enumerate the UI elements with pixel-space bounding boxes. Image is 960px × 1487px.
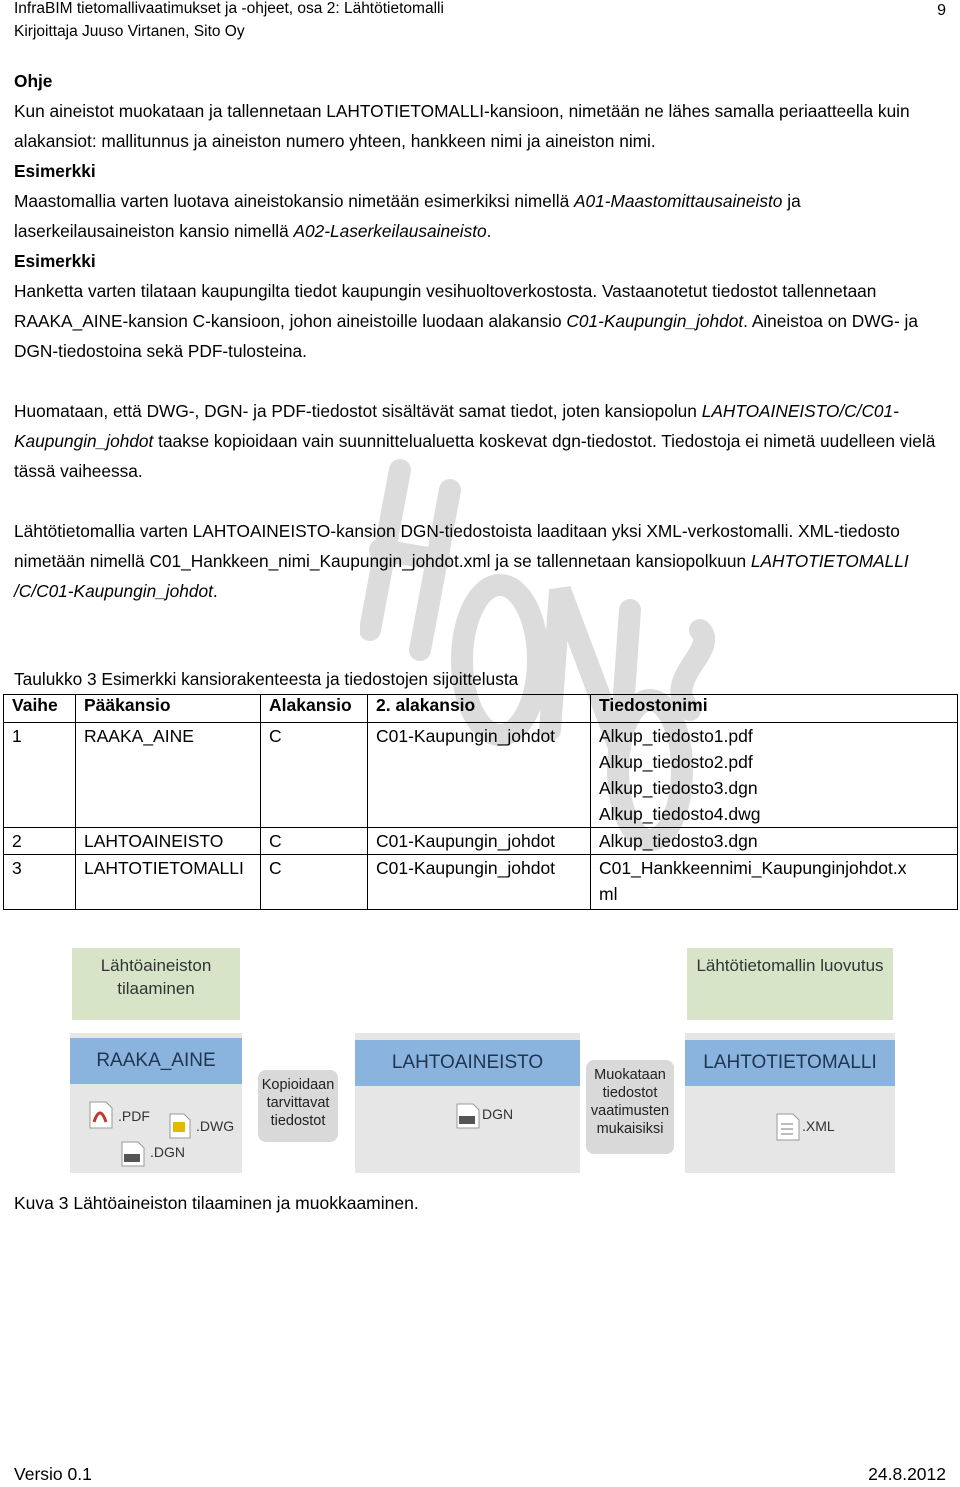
table-header-row (4, 695, 958, 723)
table-cell: LAHTOAINEISTO (76, 828, 261, 855)
para4-path: LAHTOTIETOMALLI /C/C01-Kaupungin_johdot (14, 551, 909, 601)
para3-text-a: Huomataan, että DWG-, DGN- ja PDF-tiedostot sisältävät samat tiedot, joten kansiopolun (14, 401, 702, 421)
example2-text-a: Hanketta varten tilataan kaupungilta tiedot kaupungin vesihuoltoverkostosta. Vastaanotetut tiedostot tallennetaan RAAKA_AINE-kansion C-kansioon, johon aineistoille luodaan alakansio (14, 281, 877, 331)
table-header-cell: Alakansio (261, 695, 368, 723)
xml-file-icon (775, 1112, 801, 1142)
figure-caption: Kuva 3 Lähtöaineiston tilaaminen ja muokkaaminen. (14, 1193, 419, 1213)
table-cell: 1 (4, 723, 76, 828)
example1-text-b: ja laserkeilausaineiston kansio nimellä (14, 191, 801, 241)
file-name: ml (599, 884, 618, 904)
para3-path: LAHTOAINEISTO/C/C01-Kaupungin_johdot (14, 401, 899, 451)
table-row (4, 828, 958, 855)
folder-lahtoaineisto: LAHTOAINEISTO (355, 1040, 580, 1086)
ohje-paragraph: Kun aineistot muokataan ja tallennetaan LAHTOTIETOMALLI-kansioon, nimetään ne lähes samalla periaatteella kuin alakansiot: mallitunnus ja aineiston numero yhteen, hankkeen nimi ja aineiston nimi. (14, 101, 910, 151)
example1-folder-b: A02-Laserkeilausaineisto (293, 221, 487, 241)
table-header-cell: Vaihe (4, 695, 76, 723)
folder-structure-table (3, 694, 958, 910)
note-modify: Muokataan tiedostot vaatimusten mukaisiksi (586, 1060, 674, 1154)
dgn-file-label-2: DGN (482, 1106, 514, 1122)
workflow-figure (70, 940, 895, 1180)
example1-text-a: Maastomallia varten luotava aineistokansio nimetään esimerkiksi nimellä (14, 191, 574, 211)
table-cell: C01-Kaupungin_johdot (368, 723, 591, 828)
table-cell: C (261, 828, 368, 855)
table-cell: LAHTOTIETOMALLI (76, 855, 261, 910)
table-header-cell: Pääkansio (76, 695, 261, 723)
para4-text-b: . (212, 581, 218, 601)
file-name: Alkup_tiedosto3.dgn (599, 778, 758, 798)
table-cell: Alkup_tiedosto3.dgn (591, 828, 958, 855)
example2-folder: C01-Kaupungin_johdot (566, 311, 744, 331)
header-title: InfraBIM tietomallivaatimukset ja -ohjeet, osa 2: Lähtötietomalli (14, 0, 444, 17)
para3-text-b: taakse kopioidaan vain suunnittelualuetta koskevat dgn-tiedostot. Tiedostoja ei nimetä uudelleen vielä tässä vaiheessa. (14, 431, 936, 481)
example2-paragraph (14, 276, 944, 366)
xml-file-label: .XML (802, 1118, 835, 1134)
table-cell: C01-Kaupungin_johdot (368, 855, 591, 910)
label-delivery: Lähtötietomallin luovutus (687, 948, 893, 1020)
dwg-file-label: .DWG (196, 1118, 235, 1134)
table-cell (591, 855, 958, 910)
note-copy: Kopioidaan tarvittavat tiedostot (258, 1070, 338, 1142)
example1-paragraph (14, 186, 944, 246)
example1-text-c: . (486, 221, 492, 241)
footer-date: 24.8.2012 (868, 1464, 946, 1484)
file-name: Alkup_tiedosto1.pdf (599, 726, 753, 746)
file-name: Alkup_tiedosto4.dwg (599, 804, 761, 824)
table-cell: C (261, 723, 368, 828)
table-header-cell: Tiedostonimi (591, 695, 958, 723)
table-cell: 2 (4, 828, 76, 855)
dgn-file-icon-2 (455, 1102, 481, 1130)
file-name: C01_Hankkeennimi_Kaupunginjohdot.x (599, 858, 907, 878)
pdf-file-label: .PDF (118, 1108, 150, 1124)
table-row (4, 855, 958, 910)
example1-folder-a: A01-Maastomittausaineisto (573, 191, 783, 211)
table-cell: C01-Kaupungin_johdot (368, 828, 591, 855)
example1-heading: Esimerkki (14, 161, 96, 181)
table-cell: C (261, 855, 368, 910)
pdf-file-icon (88, 1100, 114, 1130)
table-header-cell: 2. alakansio (368, 695, 591, 723)
folder-lahtotietomalli: LAHTOTIETOMALLI (685, 1040, 895, 1086)
table-cell: RAAKA_AINE (76, 723, 261, 828)
example2-heading: Esimerkki (14, 251, 96, 271)
header-author: Kirjoittaja Juuso Virtanen, Sito Oy (14, 23, 245, 40)
footer-version: Versio 0.1 (14, 1464, 92, 1484)
file-name: Alkup_tiedosto2.pdf (599, 752, 753, 772)
page-number: 9 (937, 2, 946, 19)
table-caption: Taulukko 3 Esimerkki kansiorakenteesta ja tiedostojen sijoittelusta (14, 669, 519, 689)
table-cell: 3 (4, 855, 76, 910)
label-ordering: Lähtöaineiston tilaaminen (72, 948, 240, 1020)
paragraph-3 (14, 396, 944, 486)
dgn-file-icon (120, 1140, 146, 1168)
paragraph-4 (14, 516, 944, 606)
table-cell (591, 723, 958, 828)
dgn-file-label: .DGN (150, 1144, 185, 1160)
example2-text-b: . Aineistoa on DWG- ja DGN-tiedostoina sekä PDF-tulosteina. (14, 311, 918, 361)
para4-text-a: Lähtötietomallia varten LAHTOAINEISTO-kansion DGN-tiedostoista laaditaan yksi XML-verkostomalli. XML-tiedosto nimetään nimellä C01_Hankkeen_nimi_Kaupungin_johdot.xml ja se tallennetaan kansiopolkuun (14, 521, 900, 571)
ohje-heading: Ohje (14, 71, 53, 91)
folder-raaka-aine: RAAKA_AINE (70, 1038, 242, 1084)
dwg-file-icon (168, 1112, 192, 1140)
